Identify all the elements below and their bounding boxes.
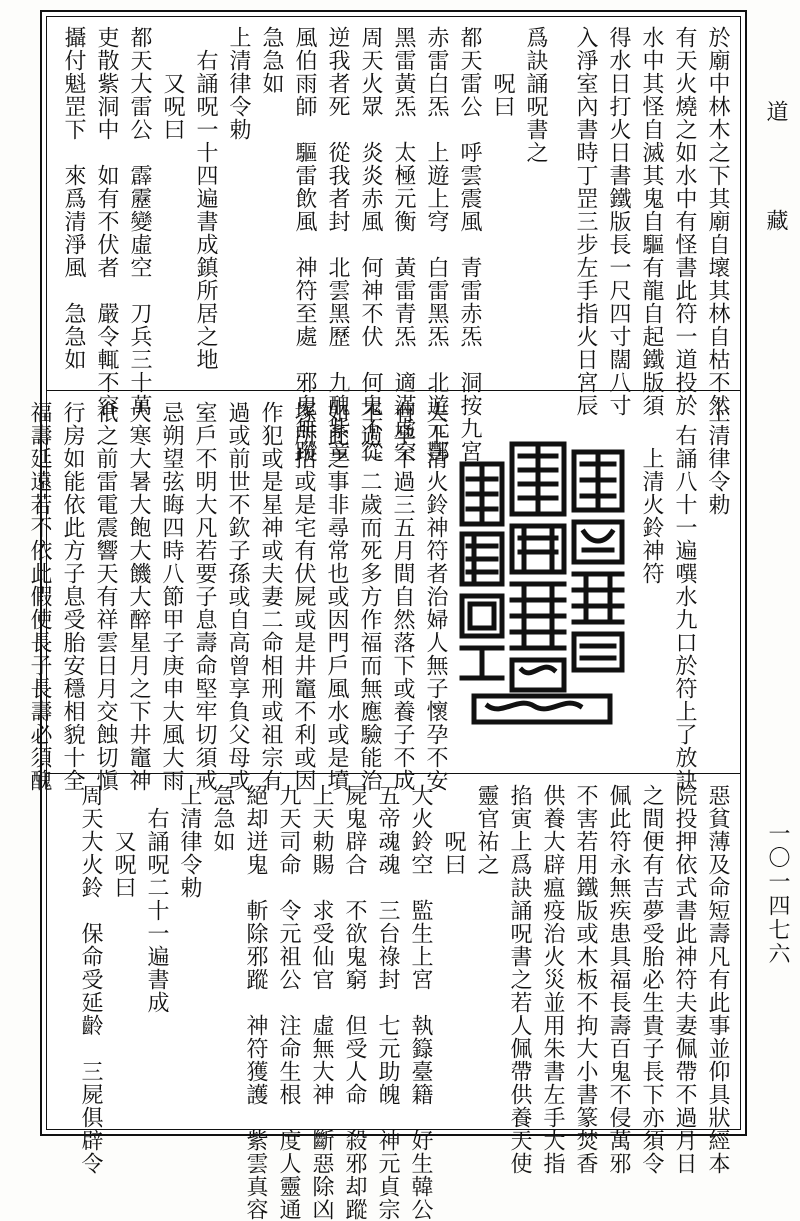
text-column: 黑雷黃炁 太極元衡 黃雷青炁 適滿虛空 bbox=[391, 26, 416, 463]
middle-text-columns bbox=[27, 401, 731, 792]
text-column: 右誦八十一遍噀水九口於符上了放訣 bbox=[672, 401, 697, 792]
top-panel bbox=[46, 16, 741, 463]
text-column: 又呪曰 bbox=[160, 26, 185, 141]
text-column: 惡貧薄及命短壽凡有此事並仰具狀經本 bbox=[705, 784, 730, 1175]
text-column: 過或前世不欽子孫或自高曾享負父母或 bbox=[225, 401, 250, 792]
text-column: 逆我者死 從我者封 北雲黑歷 九醜紫童 bbox=[325, 26, 350, 463]
middle-panel bbox=[27, 391, 741, 792]
text-column: 之間便有吉夢受胎必生貴子長下亦須令 bbox=[639, 784, 664, 1175]
scripture-page bbox=[27, 10, 747, 1221]
talisman-seal bbox=[452, 401, 632, 767]
text-column: 得水日打火日書鐵版長一尺四寸闊八寸 bbox=[606, 26, 631, 417]
text-column: 上清律令勅 bbox=[705, 401, 730, 516]
text-column bbox=[552, 26, 566, 384]
text-column: 塚所招或是宅有伏屍或是井竈不利或因 bbox=[291, 401, 316, 792]
text-column: 吏散紫洞中 如有不伏者 嚴令輒不容 bbox=[94, 26, 119, 417]
text-column: 行房如能依此方子息受胎安穩相貌十全 bbox=[60, 401, 85, 792]
text-column: 靈官祐之 bbox=[474, 784, 499, 876]
text-column: 都天大雷公 霹靂變虛空 刀兵三十萬 bbox=[127, 26, 152, 417]
text-column: 如此之事非尋常也或因門戶風水或是墳 bbox=[324, 401, 349, 792]
text-column: 周天大火鈴 保命受延齡 三屍俱辟令 bbox=[78, 784, 103, 1175]
text-column: 忌朔望弦晦四時八節甲子庚申大風大雨 bbox=[159, 401, 184, 792]
text-column: 於廟中林木之下其廟自壞其林自枯不然 bbox=[705, 26, 730, 417]
text-column: 又呪曰 bbox=[111, 784, 136, 899]
text-column: 大火鈴空 監生上宮 執籙臺籍 好生韓公 bbox=[408, 784, 433, 1221]
text-column: 有孕不過三五月間自然落下或養子不成 bbox=[390, 401, 415, 792]
bottom-panel bbox=[46, 774, 741, 1221]
text-column: 上清火鈴神符 bbox=[639, 401, 664, 585]
text-column: 入淨室內書時丁罡三步左手指火日宮辰 bbox=[573, 26, 598, 417]
text-column: 掐寅上爲訣誦呪書之若人佩帶供養天使 bbox=[507, 784, 532, 1175]
text-column: 急急如 bbox=[210, 784, 235, 853]
text-column: 都天雷公 呼雲震風 青雷赤炁 洞按九宮 bbox=[457, 26, 482, 463]
text-column: 佩此符永無疾患具福長壽百鬼不侵萬邪 bbox=[606, 784, 631, 1175]
text-column: 周天火眾 炎炎赤風 何神不伏 何鬼不從 bbox=[358, 26, 383, 463]
text-column: 絕却迸鬼 斬除邪蹤 神符獲護 紫雲真容 bbox=[243, 784, 268, 1221]
margin-title: 道 藏 bbox=[763, 100, 788, 271]
text-column: 急急如 bbox=[259, 26, 284, 95]
text-column: 右誦呪二十一遍書成 bbox=[144, 784, 169, 1014]
text-column: 呪曰 bbox=[441, 784, 466, 876]
text-column: 福壽延遠若不依此假使長子長壽必須醜 bbox=[27, 401, 52, 792]
text-column: 不害若用鐵版或木板不拘大小書篆焚香 bbox=[573, 784, 598, 1175]
top-text-columns bbox=[56, 26, 731, 463]
text-column: 赤雷白炁 上遊上穹 白雷黑炁 北遊元酆 bbox=[424, 26, 449, 463]
text-column: 院投押依式書此神符夫妻佩帶不過月日 bbox=[672, 784, 697, 1175]
text-column: 夫上清火鈴神符者治婦人無子懷孕不安 bbox=[423, 401, 448, 792]
text-column: 供養大辟瘟疫治火災並用朱書左手大指 bbox=[540, 784, 565, 1175]
text-column: 上清律令勅 bbox=[226, 26, 251, 141]
text-column: 風伯雨師 驅雷飲風 神符至處 邪鬼無蹤 bbox=[292, 26, 317, 463]
text-column: 水中其怪自滅其鬼自驅有龍自起鐵版須 bbox=[639, 26, 664, 417]
text-column: 不過一二歲而死多方作福而無應驗能治 bbox=[357, 401, 382, 792]
text-column: 作犯或是星神或夫妻二命相刑或祖宗有 bbox=[258, 401, 283, 792]
text-column: 五帝魂魂 三台祿封 七元助魄 神元貞宗 bbox=[375, 784, 400, 1221]
fire-bell-talisman-icon bbox=[454, 434, 630, 734]
text-column: 九天司命 令元祖公 注命生根 度人靈通 bbox=[276, 784, 301, 1221]
bottom-text-columns bbox=[56, 784, 731, 1221]
text-column: 祇之前雷電震響天有祥雲日月交蝕切愼 bbox=[93, 401, 118, 792]
text-column: 上天勅賜 求受仙官 虛無大神 斷惡除凶 bbox=[309, 784, 334, 1221]
text-column: 呪曰 bbox=[490, 26, 515, 118]
page-number: 一〇一四七六 bbox=[765, 822, 790, 966]
text-column: 爲訣誦呪書之 bbox=[523, 26, 548, 164]
text-column: 屍鬼辟合 不欲鬼窮 但受人命 殺邪却蹤 bbox=[342, 784, 367, 1221]
text-column: 大寒大暑大飽大饑大醉星月之下井竈神 bbox=[126, 401, 151, 792]
text-column: 有天火燒之如水中有怪書此符一道投於 bbox=[672, 26, 697, 417]
text-column: 右誦呪一十四遍書成鎮所居之地 bbox=[193, 26, 218, 371]
text-column: 上清律令勅 bbox=[177, 784, 202, 899]
text-column: 室戶不明大凡若要子息壽命堅牢切須戒 bbox=[192, 401, 217, 792]
text-column: 攝付魁罡下 來爲清淨風 急急如 bbox=[61, 26, 86, 371]
